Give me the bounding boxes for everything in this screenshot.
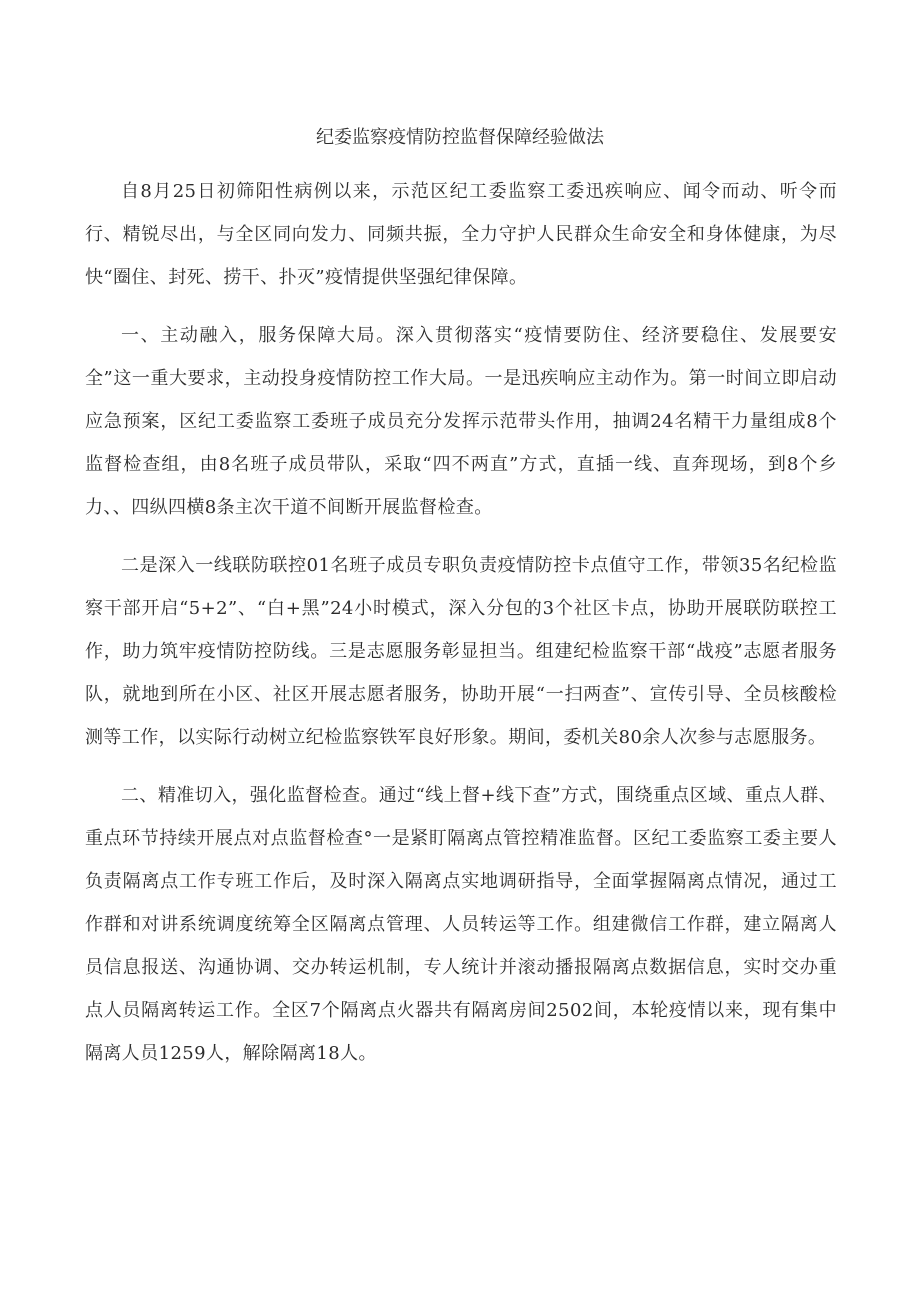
paragraph-intro: 自8月25日初筛阳性病例以来，示范区纪工委监察工委迅疾响应、闻令而动、听令而行、精锐尽出，与全区同向发力、同频共振，全力守护人民群众生命安全和身体健康，为尽快“圈住、封死、捞干、扑灭”疫情提供坚强纪律保障。 — [85, 181, 837, 288]
paragraph-section-two: 二、精准切入，强化监督检查。通过“线上督+线下查”方式，围绕重点区域、重点人群、重点环节持续开展点对点监督检查°一是紧盯隔离点管控精准监督。区纪工委监察工委主要人负责隔离点工作专班工作后，及时深入隔离点实地调研指导，全面掌握隔离点情况，通过工作群和对讲系统调度统筹全区隔离点管理、人员转运等工作。组建微信工作群，建立隔离人员信息报送、沟通协调、交办转运机制，专人统计并滚动播报隔离点数据信息，实时交办重点人员隔离转运工作。全区7个隔离点火器共有隔离房间2502间，本轮疫情以来，现有集中隔离人员1259人，解除隔离18人。 — [85, 785, 837, 1064]
document-title: 纪委监察疫情防控监督保障经验做法 — [316, 127, 604, 148]
paragraph-frontline: 二是深入一线联防联控01名班子成员专职负责疫情防控卡点值守工作，带领35名纪检监察干部开启“5+2”、“白+黑”24小时模式，深入分包的3个社区卡点，协助开展联防联控工作，助力筑牢疫情防控防线。三是志愿服务彰显担当。组建纪检监察干部“战疫”志愿者服务队，就地到所在小区、社区开展志愿者服务，协助开展“一扫两查”、宣传引导、全员核酸检测等工作，以实际行动树立纪检监察铁军良好形象。期间，委机关80余人次参与志愿服务。 — [85, 555, 837, 748]
document-body — [85, 170, 837, 1075]
paragraph-section-one: 一、主动融入，服务保障大局。深入贯彻落实“疫情要防住、经济要稳住、发展要安全”这一重大要求，主动投身疫情防控工作大局。一是迅疾响应主动作为。第一时间立即启动应急预案，区纪工委监察工委班子成员充分发挥示范带头作用，抽调24名精干力量组成8个监督检查组，由8名班子成员带队，采取“四不两直”方式，直插一线、直奔现场，到8个乡力、、四纵四横8条主次干道不间断开展监督检查。 — [85, 325, 837, 518]
